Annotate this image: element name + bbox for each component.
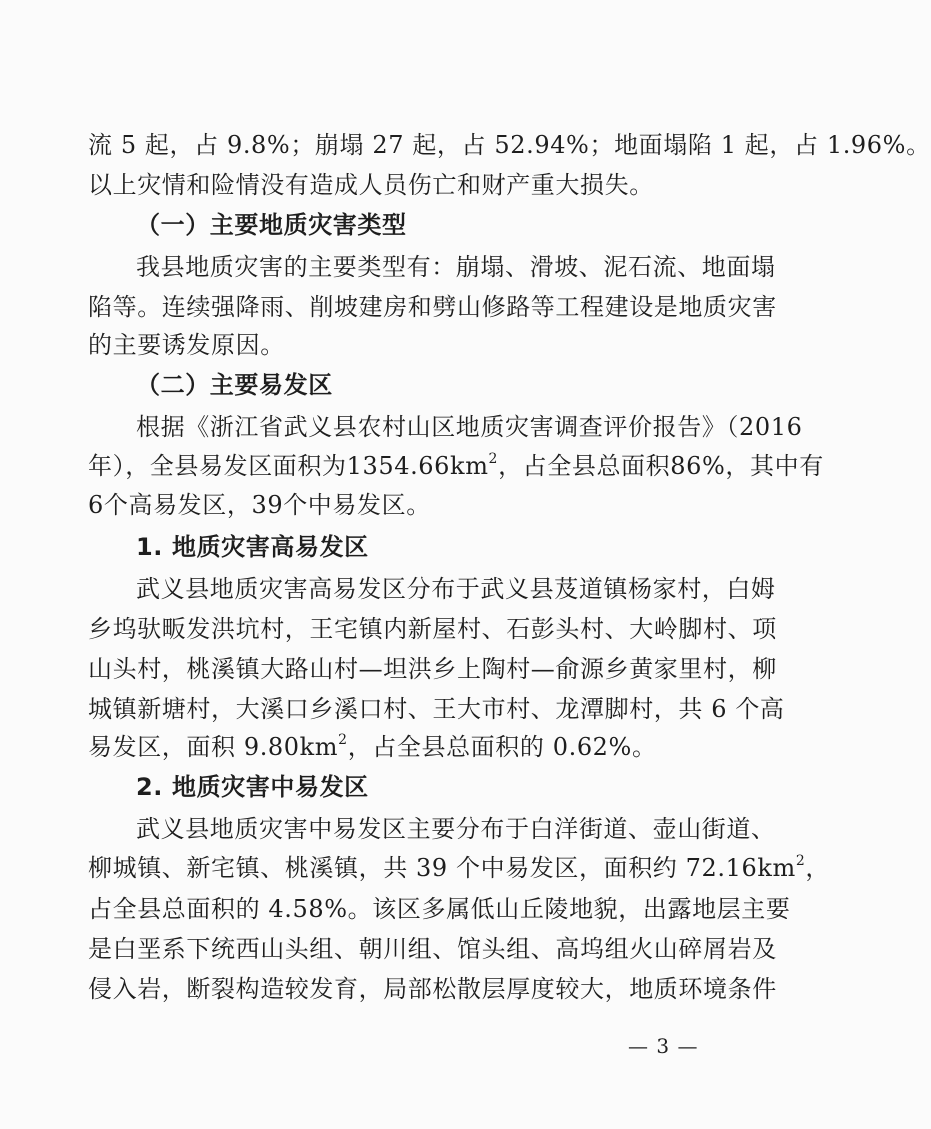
body-text-line: 城镇新塘村，大溪口乡溪口村、王大市村、龙潭脚村，共 6 个高 bbox=[88, 695, 785, 723]
body-text-line: 陷等。连续强降雨、削坡建房和劈山修路等工程建设是地质灾害 bbox=[88, 293, 777, 321]
area-text-tail: ，占全县总面积的 0.62%。 bbox=[347, 733, 657, 761]
body-text-line: 武义县地质灾害高易发区分布于武义县芨道镇杨家村，白姆 bbox=[136, 575, 776, 603]
body-text-line: 的主要诱发原因。 bbox=[88, 331, 285, 359]
section-heading-2: （二）主要易发区 bbox=[136, 371, 333, 399]
area-text-tail: ，占全县总面积86%，其中有 bbox=[498, 452, 824, 480]
body-text-line-area bbox=[88, 853, 830, 883]
area-text: 柳城镇、新宅镇、桃溪镇，共 39 个中易发区，面积约 72.16km bbox=[88, 854, 796, 882]
body-text-line: 占全县总面积的 4.58%。该区多属低山丘陵地貌，出露地层主要 bbox=[88, 895, 791, 923]
body-text-line: 乡坞驮畈发洪坑村，王宅镇内新屋村、石彭头村、大岭脚村、项 bbox=[88, 615, 777, 643]
area-text-tail: ， bbox=[805, 854, 830, 882]
area-text: 易发区，面积 9.80km bbox=[88, 733, 339, 761]
superscript: 2 bbox=[338, 732, 348, 748]
body-text-line: 6个高易发区，39个中易发区。 bbox=[88, 491, 431, 519]
section-heading-1: （一）主要地质灾害类型 bbox=[136, 211, 407, 239]
body-text-line: 以上灾情和险情没有造成人员伤亡和财产重大损失。 bbox=[88, 171, 654, 199]
body-text-line: 我县地质灾害的主要类型有：崩塌、滑坡、泥石流、地面塌 bbox=[136, 253, 776, 281]
subheading-2: 2. 地质灾害中易发区 bbox=[136, 773, 369, 801]
body-text-line: 侵入岩，断裂构造较发育，局部松散层厚度较大，地质环境条件 bbox=[88, 975, 777, 1003]
body-text-line-area bbox=[88, 451, 824, 481]
body-text-line-area bbox=[88, 732, 657, 762]
area-text: 年），全县易发区面积为1354.66km bbox=[88, 452, 489, 480]
body-text-line: 流 5 起，占 9.8%；崩塌 27 起，占 52.94%；地面塌陷 1 起，占 1.96%。 bbox=[88, 131, 931, 159]
superscript: 2 bbox=[488, 451, 499, 467]
subheading-1: 1. 地质灾害高易发区 bbox=[136, 533, 369, 561]
page-number: — 3 — bbox=[628, 1034, 699, 1058]
body-text-line: 山头村，桃溪镇大路山村—坦洪乡上陶村—俞源乡黄家里村，柳 bbox=[88, 655, 777, 683]
body-text-line: 武义县地质灾害中易发区主要分布于白洋街道、壶山街道、 bbox=[136, 815, 776, 843]
body-text-line: 根据《浙江省武义县农村山区地质灾害调查评价报告》（2016 bbox=[136, 413, 803, 441]
body-text-line: 是白垩系下统西山头组、朝川组、馆头组、高坞组火山碎屑岩及 bbox=[88, 935, 777, 963]
superscript: 2 bbox=[795, 853, 806, 869]
